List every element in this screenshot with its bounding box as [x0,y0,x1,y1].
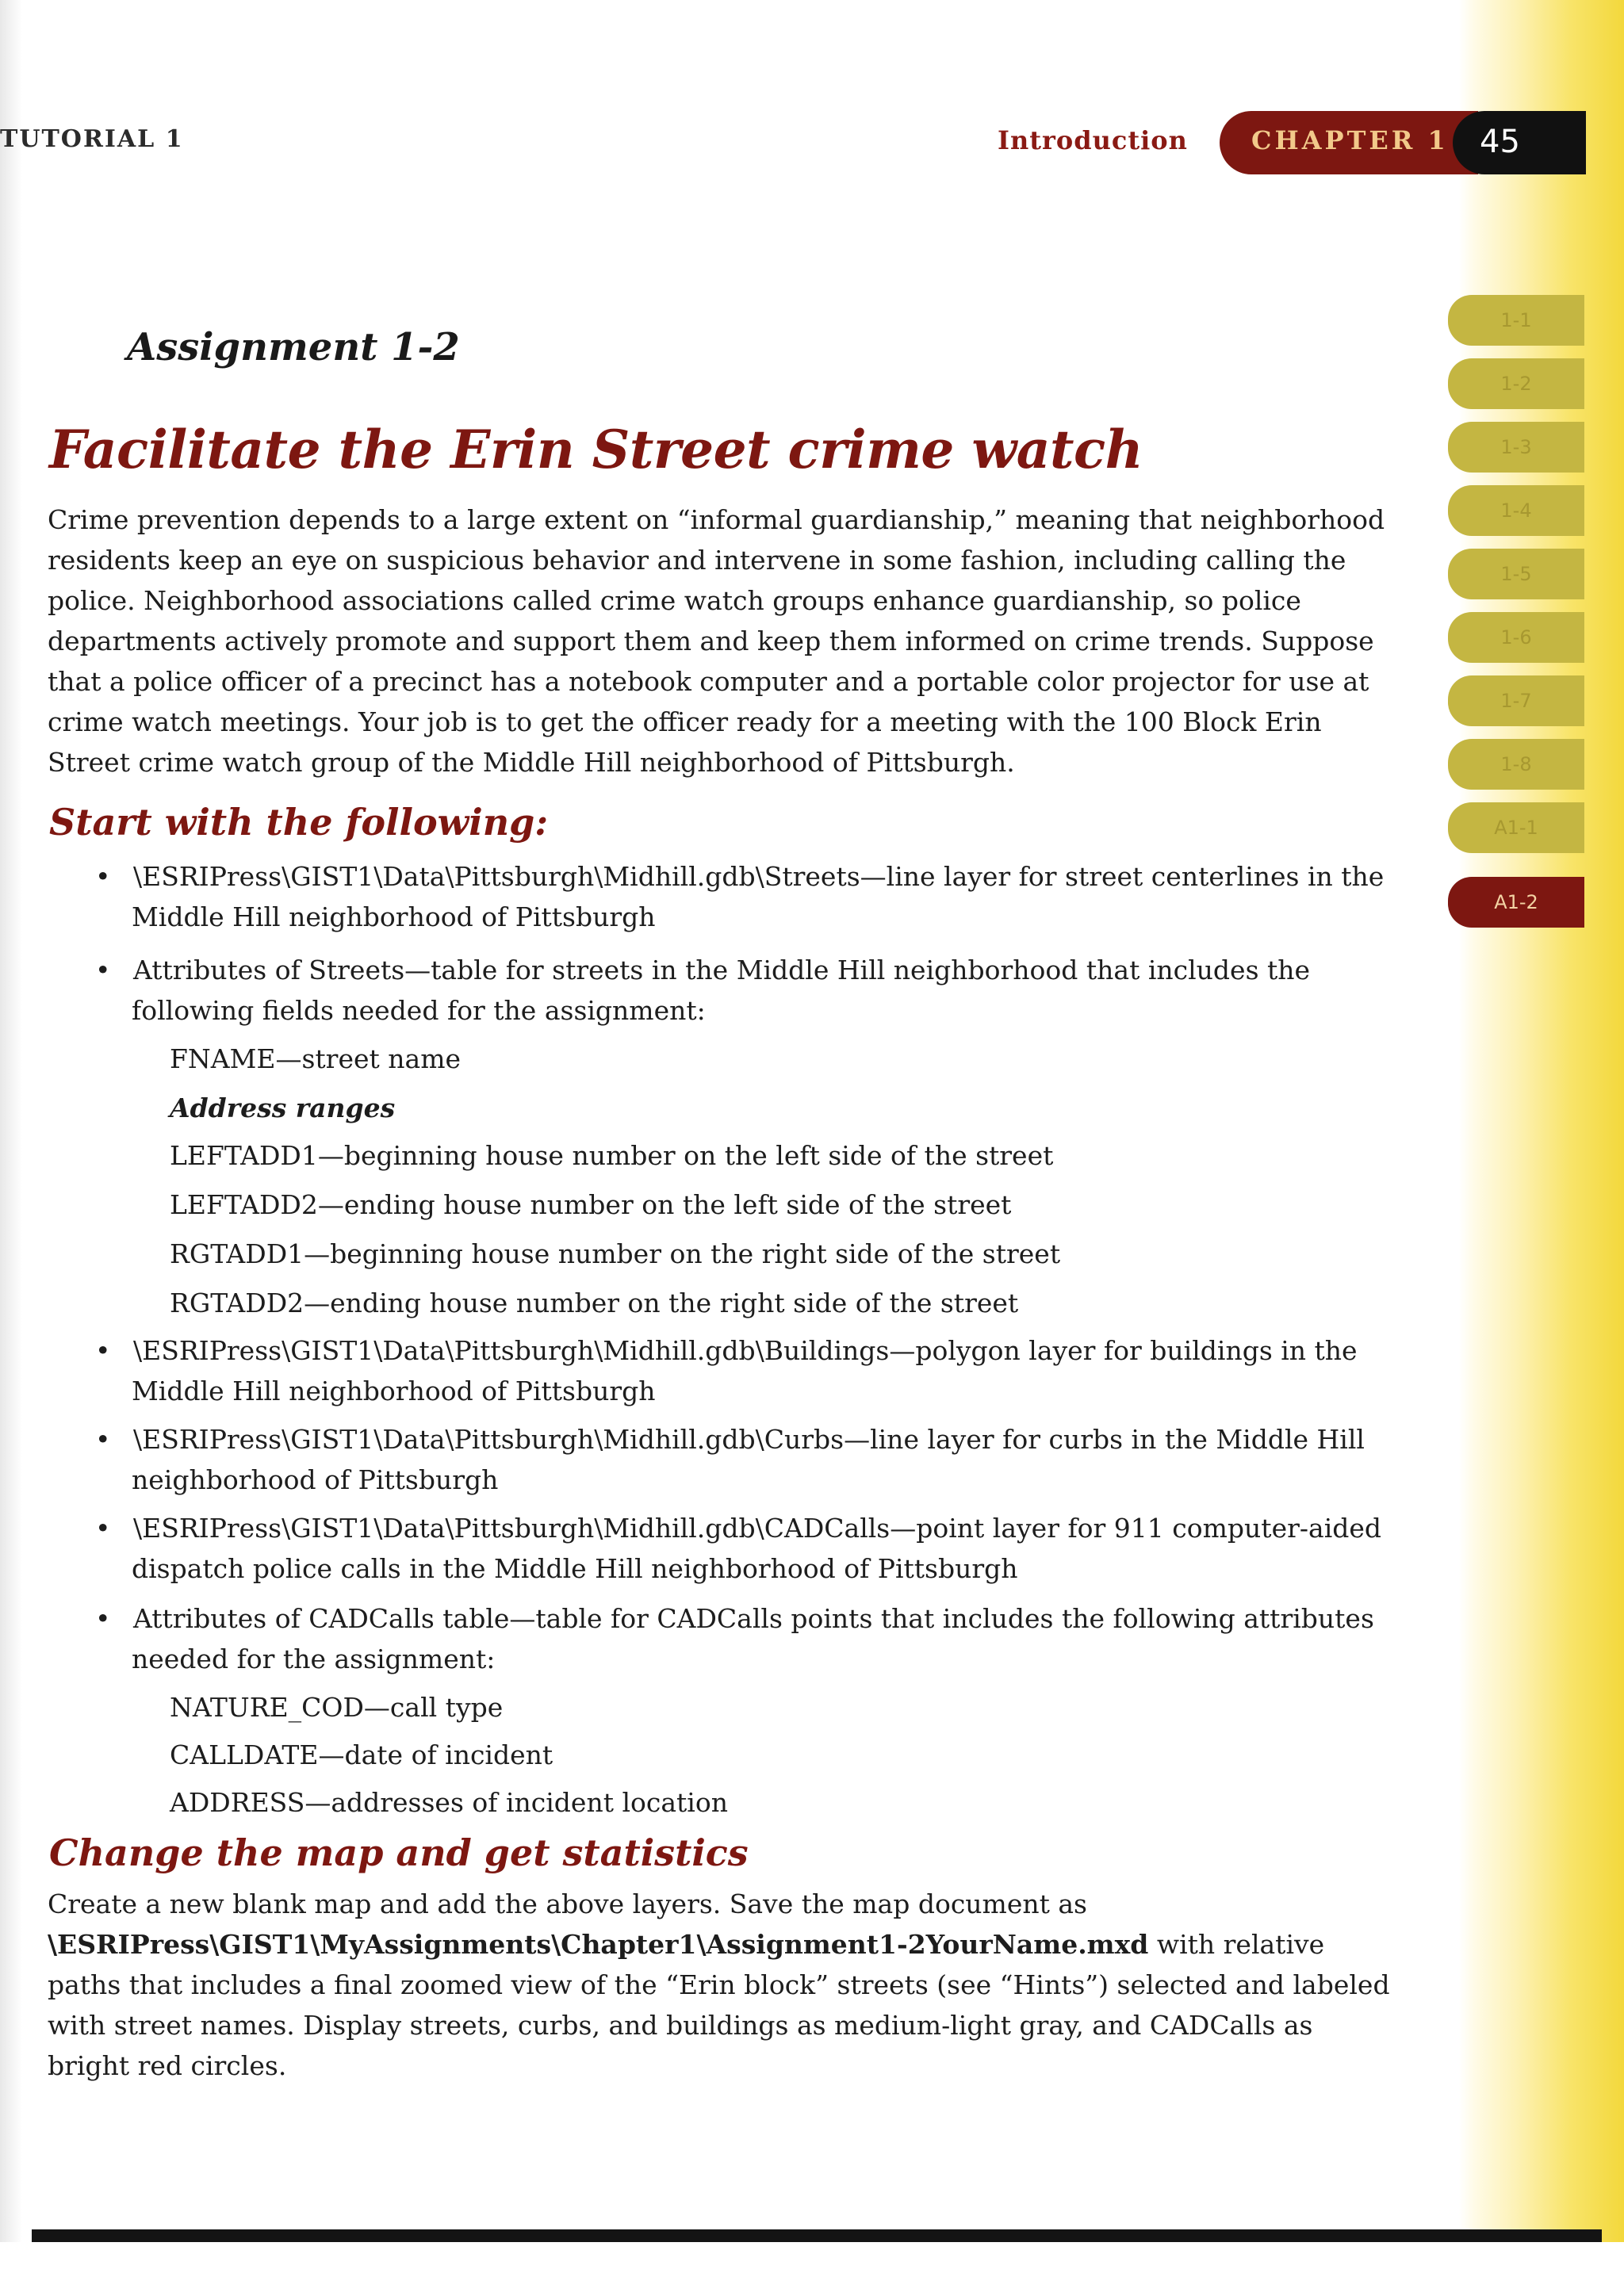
running-header-section: Introduction [998,125,1188,155]
change-heading: Change the map and get statistics [49,1831,749,1874]
chapter-label: CHAPTER 1 [1251,125,1449,155]
side-tab-1-2: 1-2 [1448,358,1584,409]
field-nature-cod: NATURE_COD—call type [170,1692,504,1723]
list-item-streets [94,856,1400,937]
field-calldate: CALLDATE—date of incident [170,1739,553,1770]
intro-paragraph: Crime prevention depends to a large extent on “informal guardianship,” meaning that neighborhood residents keep an eye on suspicious behavior and intervene in some fashion, including calling the police. Neighborhood associations called crime watch groups enhance guardianship, so police departments actively promote and support them and keep them informed on crime trends. Suppose that a police officer of a precinct has a notebook computer and a portable color projector for use at crime watch meetings. Your job is to get the officer ready for a meeting with the 100 Block Erin Street crime watch group of the Middle Hill neighborhood of Pittsburgh. [48,504,1385,778]
field-address: ADDRESS—addresses of incident location [170,1787,728,1818]
side-tab-a1-1: A1-1 [1448,802,1584,853]
list-item-buildings [94,1330,1400,1411]
file-path: \ESRIPress\GIST1\MyAssignments\Chapter1\Assignment1-2YourName.mxd [48,1929,1149,1960]
bottom-rule [32,2229,1602,2242]
list-item-cadcalls [94,1508,1400,1589]
start-heading: Start with the following: [49,801,549,844]
list-item-text: \ESRIPress\GIST1\Data\Pittsburgh\Midhill.gdb\Buildings—polygon layer for buildings in the Middle Hill neighborhood of Pittsburgh [132,1335,1358,1406]
field-leftadd1: LEFTADD1—beginning house number on the left side of the street [170,1140,1054,1171]
bullet-icon: • [95,1424,111,1455]
instructions-text: Create a new blank map and add the above layers. Save the map document as [48,1888,1087,1919]
list-item-text: \ESRIPress\GIST1\Data\Pittsburgh\Midhill.gdb\Streets—line layer for street centerlines in the Middle Hill neighborhood of Pittsburgh [132,861,1385,932]
side-tab-1-6: 1-6 [1448,612,1584,663]
page-bottom-margin [0,2242,1624,2296]
page-edge-shadow [0,0,22,2296]
list-item-text: Attributes of CADCalls table—table for CADCalls points that includes the following attributes needed for the assignment: [132,1603,1374,1674]
instructions-paragraph [48,1884,1396,2086]
list-item-cadcalls-attributes [94,1598,1400,1679]
side-tab-1-5: 1-5 [1448,549,1584,599]
running-header-tutorial: TUTORIAL 1 [0,125,184,153]
assignment-label: Assignment 1-2 [127,325,460,369]
list-item-curbs [94,1419,1400,1500]
page-number: 45 [1480,124,1520,160]
bullet-icon: • [95,955,111,985]
page-title: Facilitate the Erin Street crime watch [49,419,1143,480]
bullet-icon: • [95,1603,111,1634]
bullet-icon: • [95,1513,111,1544]
field-leftadd2: LEFTADD2—ending house number on the left side of the street [170,1189,1012,1220]
side-tab-1-8: 1-8 [1448,739,1584,790]
field-rgtadd1: RGTADD1—beginning house number on the right side of the street [170,1238,1061,1269]
side-tab-1-1: 1-1 [1448,295,1584,346]
list-item-streets-attributes [94,950,1400,1031]
side-tab-1-7: 1-7 [1448,675,1584,726]
list-item-text: \ESRIPress\GIST1\Data\Pittsburgh\Midhill.gdb\Curbs—line layer for curbs in the Middle Hill neighborhood of Pittsburgh [132,1424,1365,1495]
side-tab-a1-2: A1-2 [1448,877,1584,928]
field-group-heading: Address ranges [170,1093,396,1123]
list-item-text: \ESRIPress\GIST1\Data\Pittsburgh\Midhill.gdb\CADCalls—point layer for 911 computer-aided dispatch police calls in the Middle Hill neighborhood of Pittsburgh [132,1513,1382,1584]
field-fname: FNAME—street name [170,1043,462,1074]
instructions-text-continued: with relative paths that includes a final zoomed view of the “Erin block” streets (see “Hints”) selected and labeled with street names. Display streets, curbs, and buildings as medium-light gray, and CADCalls as bright red circles. [48,1929,1390,2081]
list-item-text: Attributes of Streets—table for streets in the Middle Hill neighborhood that includes the following fields needed for the assignment: [132,955,1311,1026]
bullet-icon: • [95,1335,111,1366]
bullet-icon: • [95,861,111,892]
field-rgtadd2: RGTADD2—ending house number on the right side of the street [170,1288,1019,1318]
side-tab-1-3: 1-3 [1448,422,1584,473]
side-tab-1-4: 1-4 [1448,485,1584,536]
